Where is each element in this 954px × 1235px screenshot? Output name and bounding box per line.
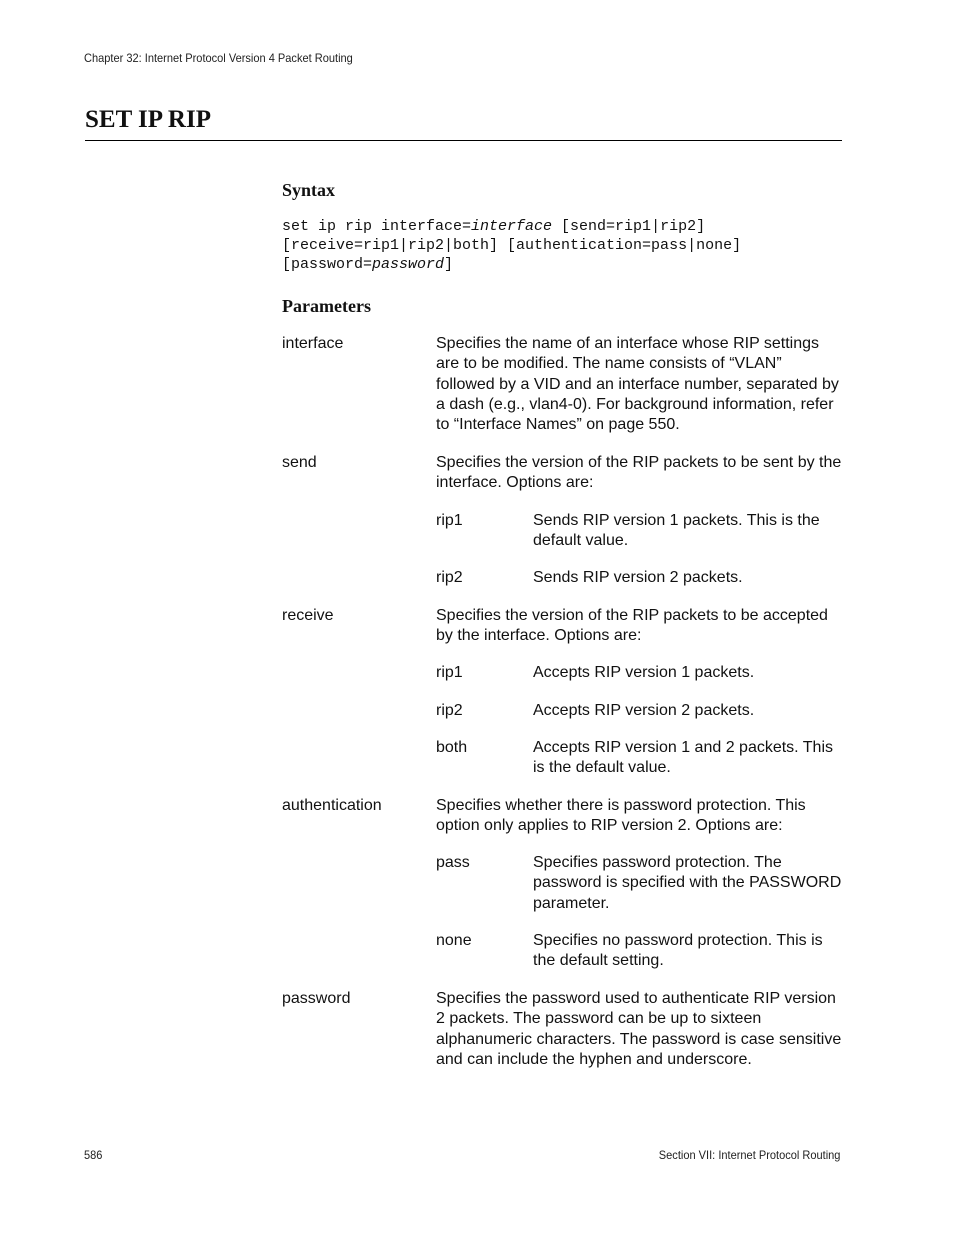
option-name: rip1 — [436, 664, 463, 681]
param-name: receive — [282, 607, 334, 624]
syntax-line2: [receive=rip1|rip2|both] [authentication=pass|none] — [282, 237, 742, 254]
page-title: SET IP RIP — [85, 106, 211, 133]
option-desc: Specifies no password protection. This is the default setting. — [533, 932, 823, 970]
option-desc: Sends RIP version 2 packets. — [533, 569, 743, 586]
param-name: interface — [282, 335, 344, 352]
syntax-heading: Syntax — [282, 180, 336, 200]
param-desc: Specifies the name of an interface whose RIP settings are to be modified. The name consists of “VLAN” followed by a VID and an interface number, separated by a dash (e.g., vlan4-0). For background information, refer to “Interface Names” on page 550. — [436, 335, 839, 434]
syntax-line3-a: [password= — [282, 256, 373, 273]
option-desc: Accepts RIP version 1 and 2 packets. This is the default value. — [533, 739, 834, 777]
param-desc: Specifies whether there is password protection. This option only applies to RIP version 2. Options are: — [436, 797, 806, 835]
param-name: password — [282, 990, 351, 1007]
syntax-line1-a: set ip rip interface= — [282, 218, 472, 235]
param-desc: Specifies the version of the RIP packets to be accepted by the interface. Options are: — [436, 607, 828, 645]
param-name: send — [282, 454, 317, 471]
option-name: both — [436, 739, 468, 756]
param-desc: Specifies the version of the RIP packets to be sent by the interface. Options are: — [436, 454, 842, 492]
param-desc: Specifies the password used to authenticate RIP version 2 packets. The password can be up to sixteen alphanumeric characters. The password is case sensitive and can include the hyphen and underscore. — [436, 990, 842, 1068]
param-name: authentication — [282, 797, 382, 814]
option-name: none — [436, 932, 472, 949]
option-desc: Accepts RIP version 1 packets. — [533, 664, 755, 681]
footer-section: Section VII: Internet Protocol Routing — [658, 1148, 840, 1162]
option-name: rip1 — [436, 512, 463, 529]
option-name: pass — [436, 854, 470, 871]
syntax-line3-arg: password — [372, 256, 445, 273]
option-name: rip2 — [436, 702, 463, 719]
option-desc: Accepts RIP version 2 packets. — [533, 702, 755, 719]
syntax-line1-c: [send=rip1|rip2] — [552, 218, 706, 235]
syntax-line3-c: ] — [444, 256, 454, 273]
syntax-line1-arg: interface — [471, 218, 553, 235]
option-desc: Sends RIP version 1 packets. This is the default value. — [533, 512, 820, 550]
title-rule — [85, 140, 842, 141]
option-name: rip2 — [436, 569, 463, 586]
option-desc: Specifies password protection. The password is specified with the PASSWORD parameter. — [533, 854, 842, 912]
parameters-heading: Parameters — [282, 296, 371, 316]
page-number: 586 — [84, 1148, 103, 1162]
running-header: Chapter 32: Internet Protocol Version 4 Packet Routing — [84, 51, 353, 65]
syntax-code — [282, 217, 741, 274]
